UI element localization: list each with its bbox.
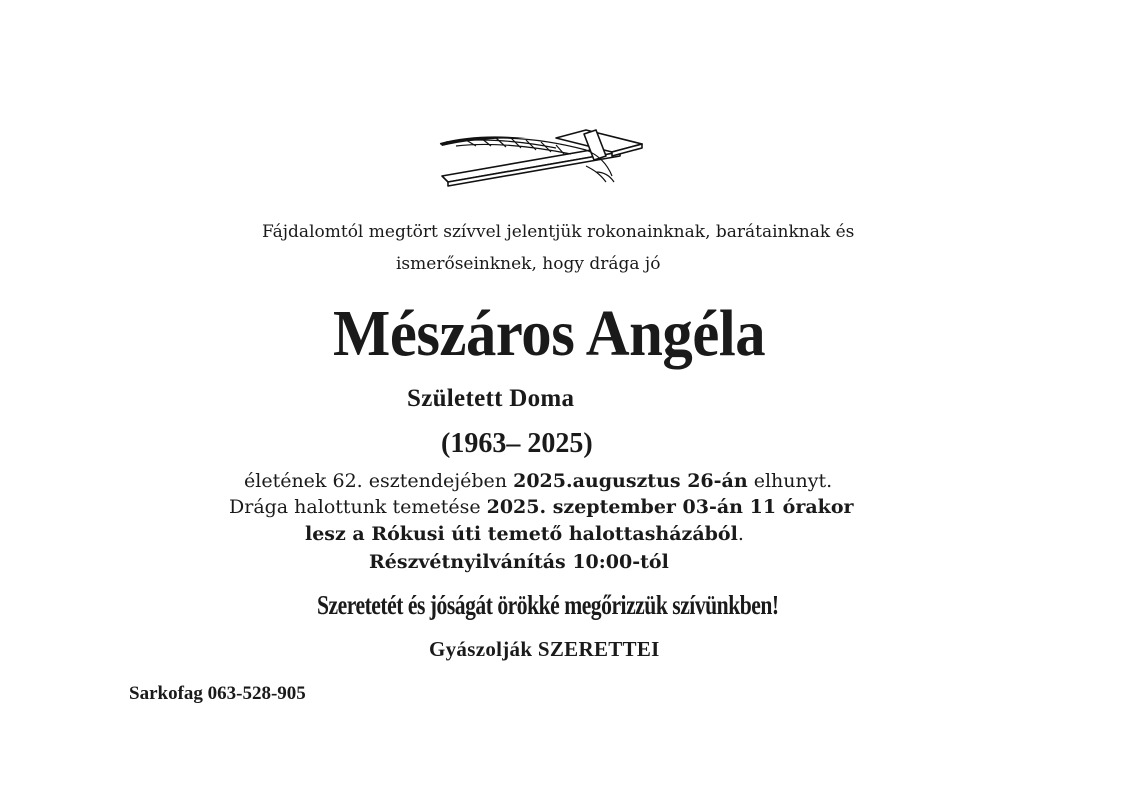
- funeral-date: 2025. szeptember 03-án 11 órakor: [486, 496, 854, 518]
- intro-text-line-2: ismerőseinknek, hogy drága jó: [396, 254, 661, 274]
- death-date: 2025.augusztus 26-án: [513, 470, 748, 492]
- condolence-time-line: [369, 551, 669, 573]
- funeral-home-contact: Sarkofag 063-528-905: [129, 683, 306, 704]
- maiden-name: Született Doma: [407, 385, 575, 412]
- mourners-signature: Gyászolják SZERETTEI: [429, 637, 660, 661]
- deceased-name: Mészáros Angéla: [333, 297, 766, 370]
- funeral-date-prefix: Drága halottunk temetése: [229, 496, 487, 518]
- funeral-location-suffix: .: [737, 523, 744, 545]
- life-years: (1963– 2025): [441, 428, 593, 459]
- cross-with-palm-icon: [436, 126, 648, 188]
- memorial-motto: Szeretetét és jóságát örökké megőrizzük szívünkben!: [317, 590, 779, 620]
- death-date-suffix: elhunyt.: [747, 470, 833, 492]
- funeral-location: lesz a Rókusi úti temető halottasházából: [305, 523, 738, 545]
- funeral-date-line: [229, 496, 854, 518]
- intro-text-line-1: Fájdalomtól megtört szívvel jelentjük rokonainknak, barátainknak és: [262, 222, 855, 242]
- condolence-time: Részvétnyilvánítás 10:00-tól: [369, 551, 669, 573]
- death-date-line: [244, 470, 832, 492]
- funeral-location-line: [305, 523, 744, 545]
- death-date-prefix: életének 62. esztendejében: [244, 470, 514, 492]
